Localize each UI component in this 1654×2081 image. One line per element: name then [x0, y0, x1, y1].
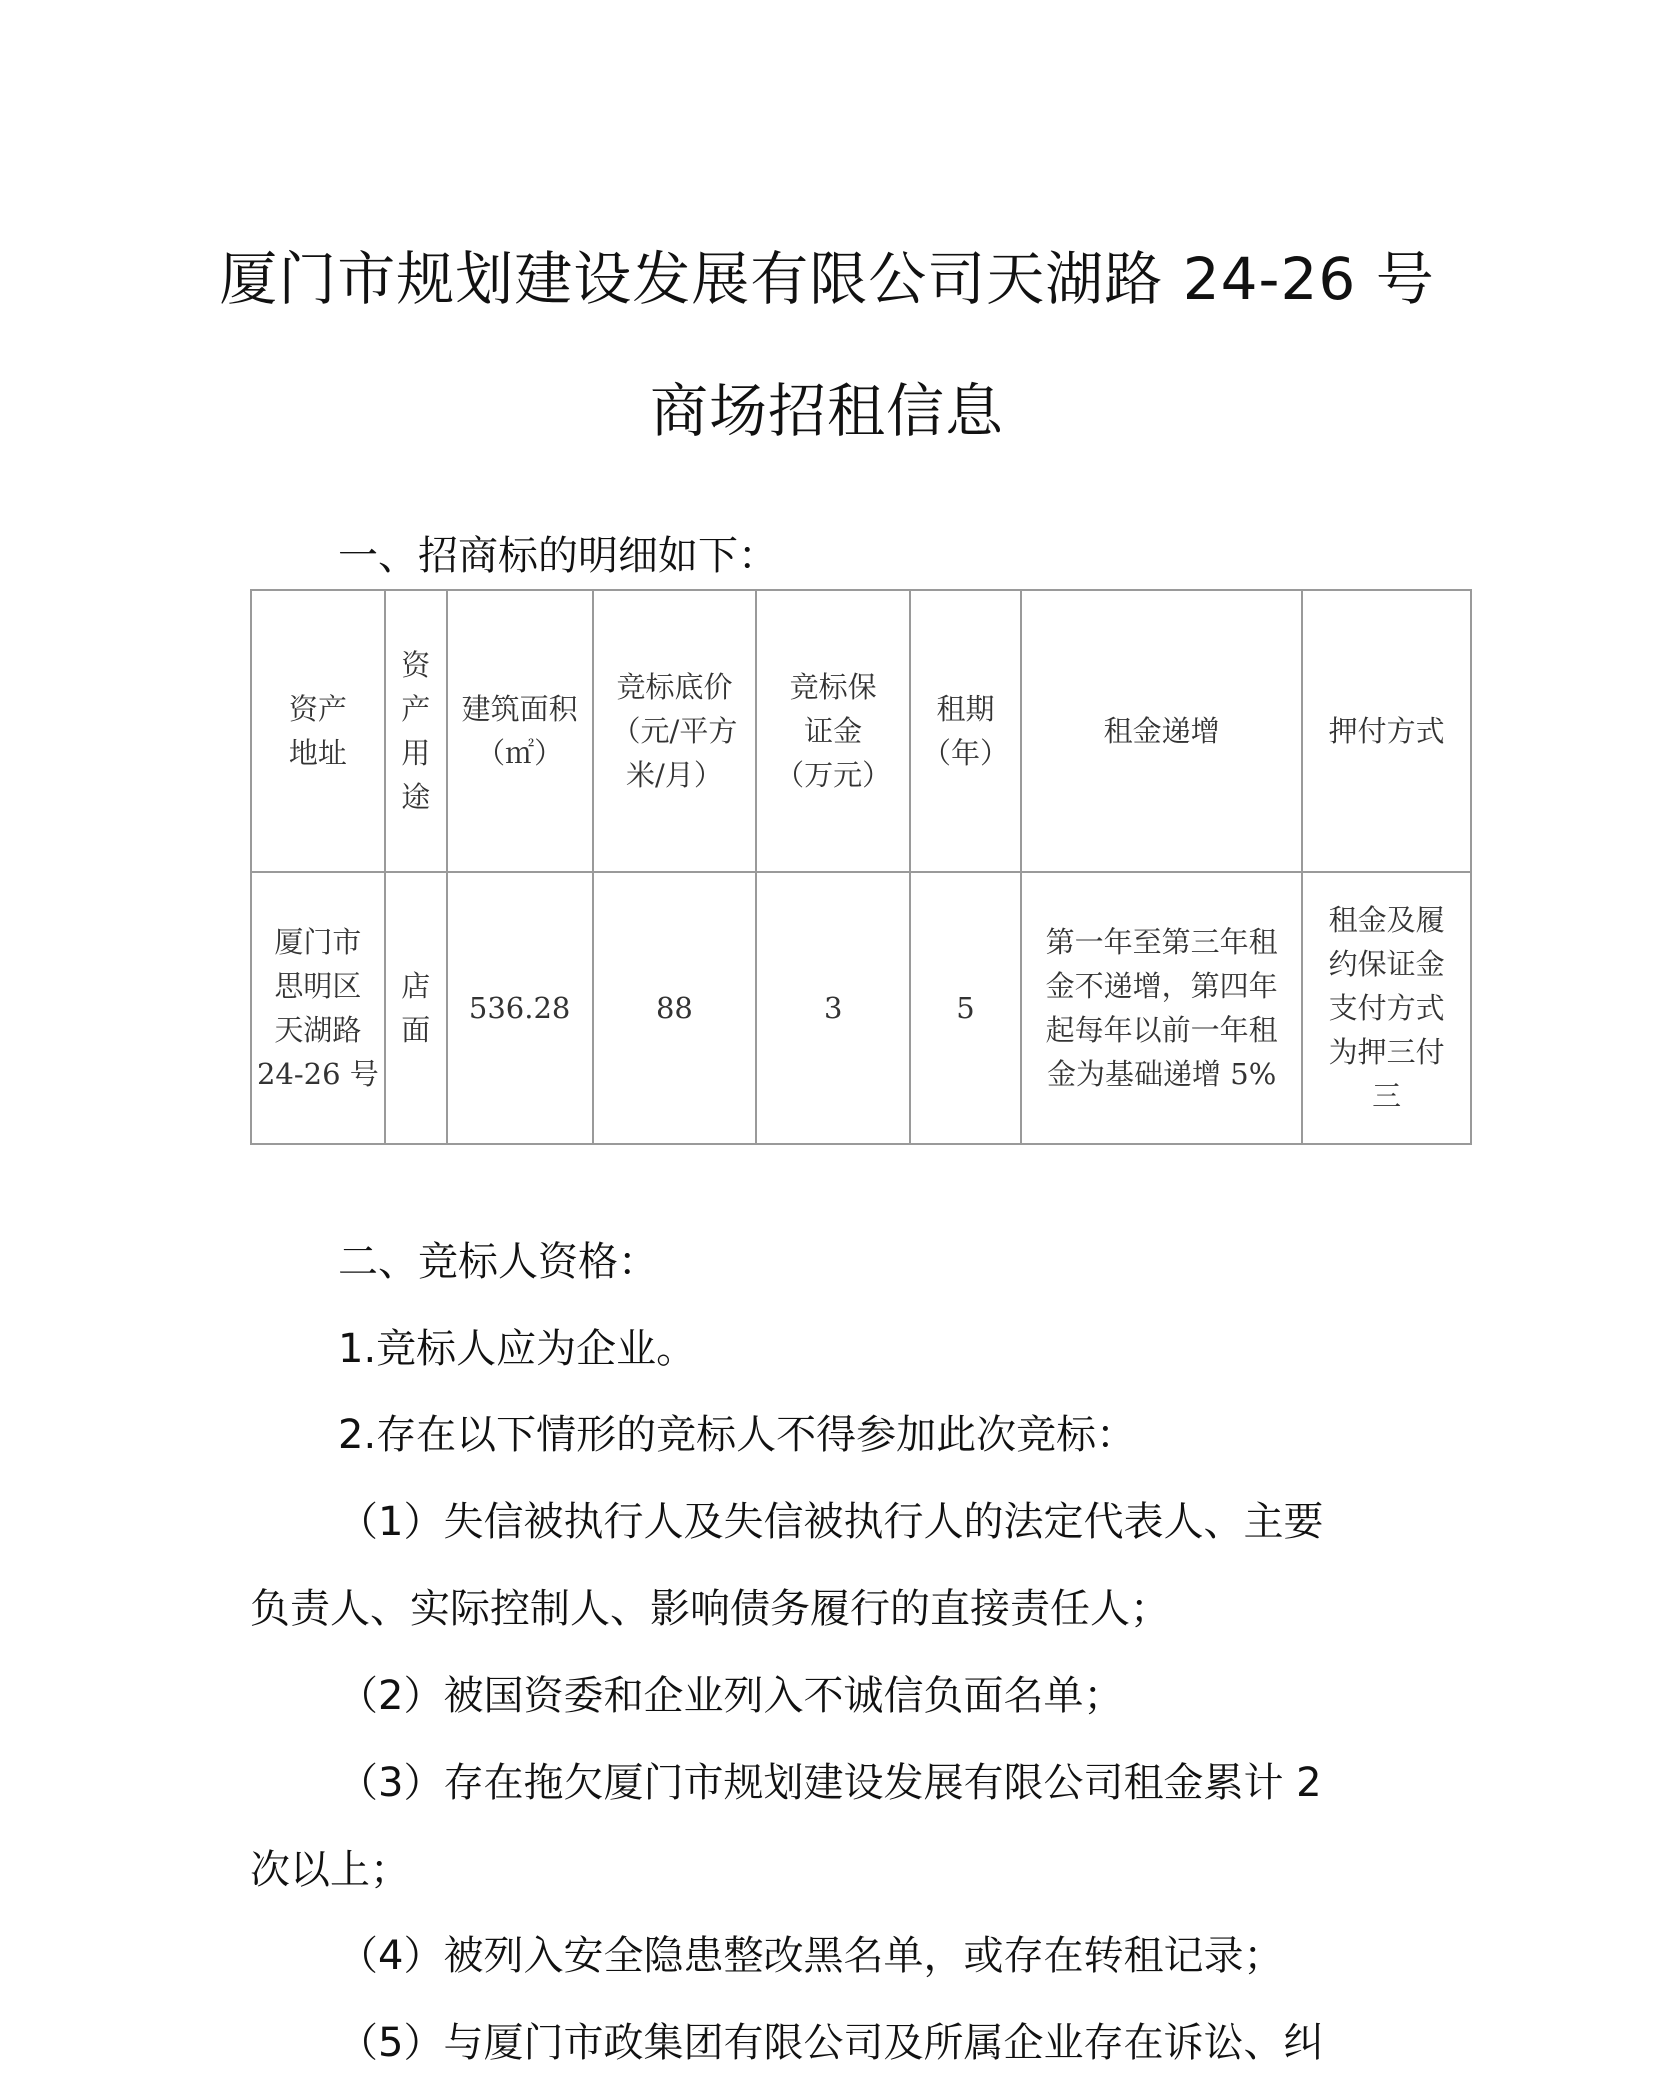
document-title-line-1: 厦门市规划建设发展有限公司天湖路 24-26 号 [219, 245, 1435, 313]
cell-lease-term: 5 [910, 872, 1021, 1144]
header-rent-increase: 租金递增 [1021, 590, 1302, 872]
exclusion-item-3-line-2: 次以上； [250, 1847, 410, 1893]
section-2-heading: 二、竞标人资格： [338, 1239, 658, 1285]
header-asset-address: 资产 地址 [251, 590, 385, 872]
exclusion-item-3-line-1: （3）存在拖欠厦门市规划建设发展有限公司租金累计 2 [338, 1760, 1322, 1806]
cell-deposit: 3 [756, 872, 910, 1144]
exclusion-item-2: （2）被国资委和企业列入不诚信负面名单； [338, 1673, 1124, 1719]
exclusion-item-5-line-1: （5）与厦门市政集团有限公司及所属企业存在诉讼、纠 [338, 2020, 1324, 2066]
qualification-item-2: 2.存在以下情形的竞标人不得参加此次竞标： [338, 1412, 1137, 1458]
section-1-heading: 一、招商标的明细如下： [338, 533, 778, 579]
document-title-line-2: 商场招租信息 [649, 377, 1004, 445]
qualification-item-1: 1.竞标人应为企业。 [338, 1326, 697, 1372]
exclusion-item-1-line-2: 负责人、实际控制人、影响债务履行的直接责任人； [250, 1586, 1170, 1632]
header-payment-method: 押付方式 [1302, 590, 1471, 872]
exclusion-item-1-line-1: （1）失信被执行人及失信被执行人的法定代表人、主要 [338, 1499, 1324, 1545]
header-asset-usage: 资 产 用 途 [385, 590, 447, 872]
bid-details-table [250, 589, 1472, 1145]
table-row [251, 872, 1471, 1144]
cell-asset-usage: 店 面 [385, 872, 447, 1144]
cell-base-price: 88 [593, 872, 757, 1144]
cell-payment-method: 租金及履 约保证金 支付方式 为押三付 三 [1302, 872, 1471, 1144]
header-lease-term: 租期 （年） [910, 590, 1021, 872]
cell-rent-increase: 第一年至第三年租 金不递增，第四年 起每年以前一年租 金为基础递增 5% [1021, 872, 1302, 1144]
cell-asset-address: 厦门市 思明区 天湖路 24-26 号 [251, 872, 385, 1144]
exclusion-item-4: （4）被列入安全隐患整改黑名单，或存在转租记录； [338, 1933, 1284, 1979]
cell-floor-area: 536.28 [447, 872, 593, 1144]
header-base-price: 竞标底价 （元/平方 米/月） [593, 590, 757, 872]
header-floor-area: 建筑面积 （㎡） [447, 590, 593, 872]
header-deposit: 竞标保 证金 （万元） [756, 590, 910, 872]
table-header-row [251, 590, 1471, 872]
